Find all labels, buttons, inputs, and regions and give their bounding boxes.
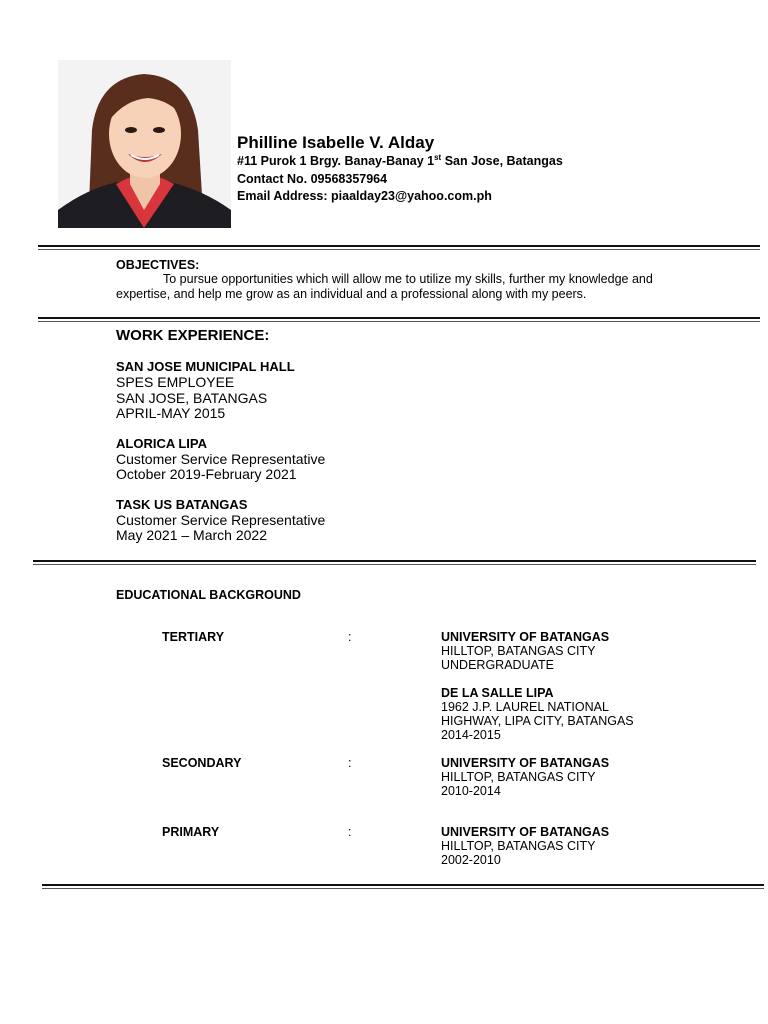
address: #11 Purok 1 Brgy. Banay-Banay 1st San Jose, Batangas <box>237 152 563 168</box>
school-entry <box>441 686 731 742</box>
job-detail: October 2019-February 2021 <box>116 466 297 482</box>
job-entry <box>116 359 536 422</box>
profile-photo <box>58 60 231 228</box>
job-entry <box>116 497 536 544</box>
school-detail: 2014-2015 <box>441 728 501 742</box>
school-name: UNIVERSITY OF BATANGAS <box>441 825 610 839</box>
school-entry <box>441 825 731 867</box>
education-colon: : <box>348 630 352 644</box>
job-entry <box>116 436 536 483</box>
objectives-section <box>116 258 676 302</box>
education-schools <box>441 756 731 812</box>
email-address: Email Address: piaalday23@yahoo.com.ph <box>237 189 492 203</box>
school-entry <box>441 756 731 798</box>
work-experience-section <box>116 327 536 558</box>
school-detail: 2010-2014 <box>441 784 501 798</box>
job-detail: Customer Service Representative <box>116 511 326 528</box>
header-info <box>237 133 563 206</box>
objectives-heading: OBJECTIVES: <box>116 258 200 272</box>
divider-line <box>38 245 760 250</box>
school-name: UNIVERSITY OF BATANGAS <box>441 756 610 770</box>
job-detail: SPES EMPLOYEE <box>116 374 235 390</box>
school-name: DE LA SALLE LIPA <box>441 686 554 700</box>
education-level: TERTIARY <box>162 630 225 644</box>
divider-line <box>42 884 764 889</box>
job-employer: TASK US BATANGAS <box>116 496 248 512</box>
divider-line <box>33 560 756 565</box>
school-name: UNIVERSITY OF BATANGAS <box>441 630 610 644</box>
school-detail: HILLTOP, BATANGAS CITY <box>441 839 596 853</box>
work-experience-heading: WORK EXPERIENCE: <box>116 327 270 344</box>
education-colon: : <box>348 825 352 839</box>
school-detail: HIGHWAY, LIPA CITY, BATANGAS <box>441 714 634 728</box>
job-detail: May 2021 – March 2022 <box>116 527 267 543</box>
applicant-name: Philline Isabelle V. Alday <box>237 133 435 152</box>
school-detail: 2002-2010 <box>441 853 501 867</box>
education-level: SECONDARY <box>162 756 242 770</box>
school-detail: UNDERGRADUATE <box>441 658 554 672</box>
job-detail: SAN JOSE, BATANGAS <box>116 389 268 406</box>
divider-line <box>38 317 760 322</box>
education-colon: : <box>348 756 352 770</box>
objectives-text: To pursue opportunities which will allow me to utilize my skills, further my knowledge and expertise, and help me grow as an individual and a professional along with my peers. <box>116 272 653 301</box>
school-detail: HILLTOP, BATANGAS CITY <box>441 770 596 784</box>
contact-number: Contact No. 09568357964 <box>237 171 388 186</box>
school-detail: HILLTOP, BATANGAS CITY <box>441 644 596 658</box>
job-employer: SAN JOSE MUNICIPAL HALL <box>116 359 295 374</box>
education-level: PRIMARY <box>162 825 220 839</box>
job-detail: APRIL-MAY 2015 <box>116 405 226 421</box>
education-heading: EDUCATIONAL BACKGROUND <box>116 588 301 602</box>
job-employer: ALORICA LIPA <box>116 435 207 451</box>
education-schools <box>441 630 731 756</box>
school-entry <box>441 630 731 672</box>
education-schools <box>441 825 731 881</box>
school-detail: 1962 J.P. LAUREL NATIONAL <box>441 700 609 714</box>
job-detail: Customer Service Representative <box>116 450 326 467</box>
